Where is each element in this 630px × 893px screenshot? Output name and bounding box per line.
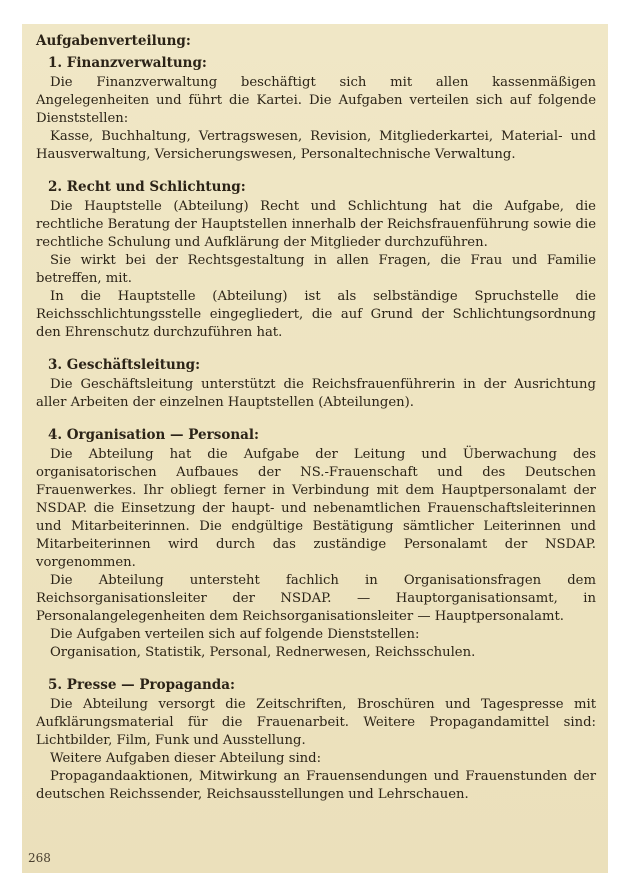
service-list: Organisation, Statistik, Personal, Rednerwesen, Reichsschulen. <box>50 645 476 660</box>
paragraph: Die Abteilung untersteht fachlich in Organisationsfragen dem Reichsorganisationsleiter der NSDAP. — Hauptorganisationsamt, in Personalangelegenheiten dem Reichsorganisationsleiter — Hauptpersonalamt. <box>36 573 596 624</box>
document-page <box>22 24 608 873</box>
paragraph: Die Abteilung versorgt die Zeitschriften, Broschüren und Tagespresse mit Aufklärungsmaterial für die Frauenarbeit. Weitere Propagandamittel sind: Lichtbilder, Film, Funk und Ausstellung. <box>36 697 596 748</box>
section-geschaeftsleitung <box>36 356 596 412</box>
paragraph: Die Geschäftsleitung unterstützt die Reichsfrauenführerin in der Ausrichtung aller Arbeiten der einzelnen Hauptstellen (Abteilungen). <box>36 377 596 410</box>
section-heading: 1. Finanzverwaltung: <box>48 55 207 71</box>
section-heading: 3. Geschäftsleitung: <box>48 357 201 373</box>
section-heading: 4. Organisation — Personal: <box>48 427 259 443</box>
section-finanzverwaltung <box>36 54 596 164</box>
paragraph: Die Aufgaben verteilen sich auf folgende Dienststellen: <box>50 627 420 642</box>
section-organisation-personal <box>36 426 596 662</box>
paragraph: Kasse, Buchhaltung, Vertragswesen, Revision, Mitgliederkartei, Material- und Hausverwaltung, Versicherungswesen, Personaltechnische Verwaltung. <box>36 129 596 162</box>
paragraph: Die Finanzverwaltung beschäftigt sich mit allen kassenmäßigen Angelegenheiten und führt die Kartei. Die Aufgaben verteilen sich auf folgende Dienststellen: <box>36 75 596 126</box>
document-title: Aufgabenverteilung: <box>36 33 191 49</box>
section-recht-und-schlichtung <box>36 178 596 342</box>
paragraph: Weitere Aufgaben dieser Abteilung sind: <box>50 751 322 766</box>
paragraph: Die Hauptstelle (Abteilung) Recht und Schlichtung hat die Aufgabe, die rechtliche Beratung der Hauptstellen innerhalb der Reichsfrauenführung sowie die rechtliche Schulung und Aufklärung der Mitglieder durchzuführen. <box>36 199 596 250</box>
paragraph: Die Abteilung hat die Aufgabe der Leitung und Überwachung des organisatorischen Aufbaues der NS.-Frauenschaft und des Deutschen Frauenwerkes. Ihr obliegt ferner in Verbindung mit dem Hauptpersonalamt der NSDAP. die Einsetzung der haupt- und nebenamtlichen Frauenschaftsleiterinnen und Mitarbeiterinnen. Die endgültige Bestätigung sämtlicher Leiterinnen und Mitarbeiterinnen wird durch das zuständige Personalamt der NSDAP. vorgenommen. <box>36 447 596 570</box>
section-presse-propaganda <box>36 676 596 804</box>
paragraph: In die Hauptstelle (Abteilung) ist als selbständige Spruchstelle die Reichsschlichtungsstelle eingegliedert, die auf Grund der Schlichtungsordnung den Ehrenschutz durchzuführen hat. <box>36 289 596 340</box>
section-heading: 2. Recht und Schlichtung: <box>48 179 246 195</box>
paragraph: Sie wirkt bei der Rechtsgestaltung in allen Fragen, die Frau und Familie betreffen, mit. <box>36 253 596 286</box>
paragraph: Propagandaaktionen, Mitwirkung an Frauensendungen und Frauenstunden der deutschen Reichssender, Reichsausstellungen und Lehrschauen. <box>36 769 596 802</box>
section-heading: 5. Presse — Propaganda: <box>48 677 235 693</box>
page-number: 268 <box>28 851 51 865</box>
